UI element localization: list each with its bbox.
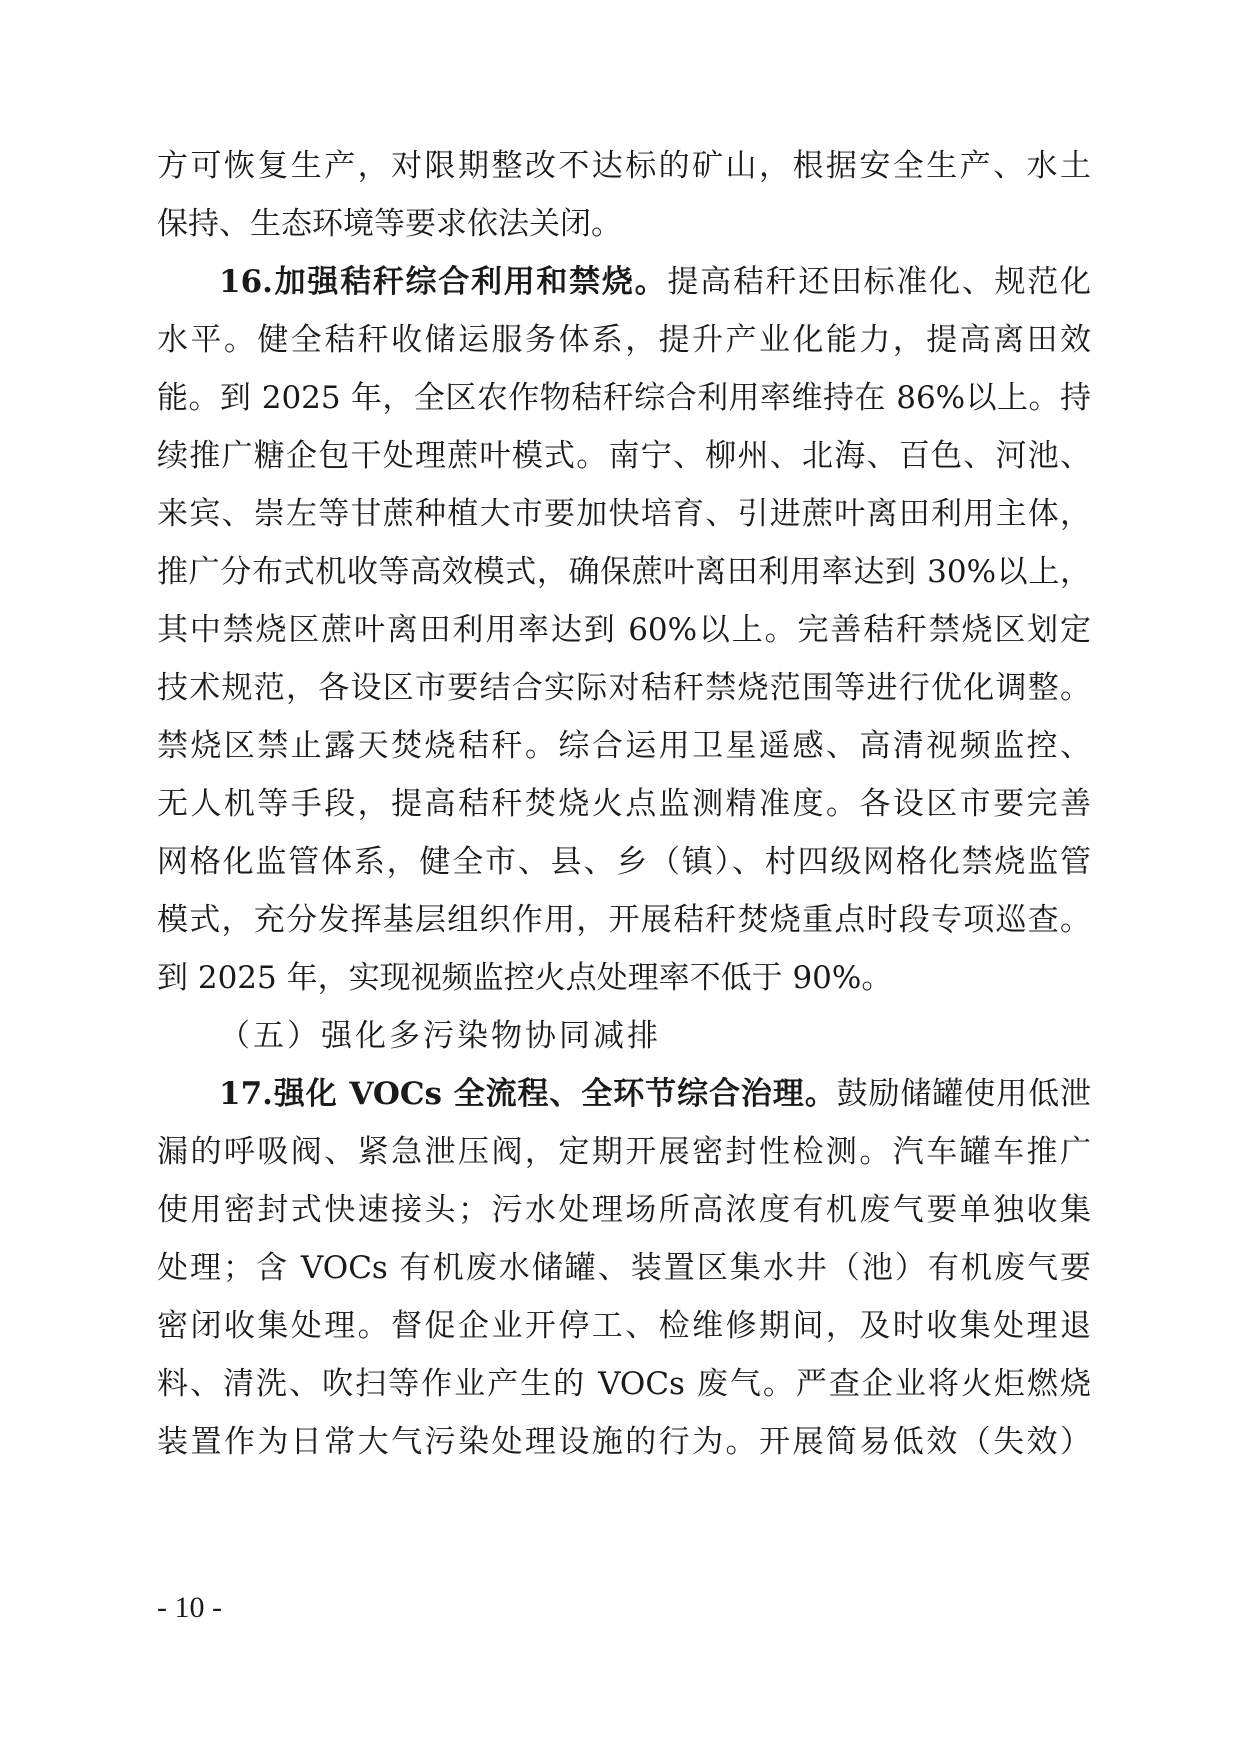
paragraph-line: 密闭收集处理。督促企业开停工、检维修期间，及时收集处理退 [157,1308,1091,1344]
paragraph-line: 水平。健全秸秆收储运服务体系，提升产业化能力，提高离田效 [157,322,1091,358]
paragraph-line: 其中禁烧区蔗叶离田利用率达到 60%以上。完善秸秆禁烧区划定 [157,612,1091,648]
paragraph-line: 无人机等手段，提高秸秆焚烧火点监测精准度。各设区市要完善 [157,786,1091,822]
paragraph-line: 模式，充分发挥基层组织作用，开展秸秆焚烧重点时段专项巡查。 [157,902,1091,938]
paragraph-line: 推广分布式机收等高效模式，确保蔗叶离田利用率达到 30%以上， [157,554,1091,590]
paragraph-line: 17.强化 VOCs 全流程、全环节综合治理。鼓励储罐使用低泄 [219,1076,1091,1112]
page-number: - 10 - [157,1591,222,1624]
paragraph-line: 保持、生态环境等要求依法关闭。 [157,206,622,242]
paragraph-line: 使用密封式快速接头；污水处理场所高浓度有机废气要单独收集 [157,1192,1091,1228]
paragraph-line: 网格化监管体系，健全市、县、乡（镇）、村四级网格化禁烧监管 [157,844,1091,880]
paragraph-line: 来宾、崇左等甘蔗种植大市要加快培育、引进蔗叶离田利用主体， [157,496,1091,532]
paragraph-line: 能。到 2025 年，全区农作物秸秆综合利用率维持在 86%以上。持 [157,380,1091,416]
subsection-heading: （五）强化多污染物协同减排 [219,1018,661,1054]
paragraph-line: 16.加强秸秆综合利用和禁烧。提高秸秆还田标准化、规范化 [219,264,1091,300]
paragraph-line: 技术规范，各设区市要结合实际对秸秆禁烧范围等进行优化调整。 [157,670,1091,706]
section-heading-17: 17.强化 VOCs 全流程、全环节综合治理。 [219,1076,837,1112]
paragraph-line: 续推广糖企包干处理蔗叶模式。南宁、柳州、北海、百色、河池、 [157,438,1091,474]
paragraph-line: 漏的呼吸阀、紧急泄压阀，定期开展密封性检测。汽车罐车推广 [157,1134,1091,1170]
paragraph-line: 处理；含 VOCs 有机废水储罐、装置区集水井（池）有机废气要 [157,1250,1091,1286]
paragraph-line: 到 2025 年，实现视频监控火点处理率不低于 90%。 [157,960,893,996]
section-heading-16: 16.加强秸秆综合利用和禁烧。 [219,264,668,300]
paragraph-line: 装置作为日常大气污染处理设施的行为。开展简易低效（失效） [157,1424,1091,1460]
paragraph-line: 方可恢复生产，对限期整改不达标的矿山，根据安全生产、水土 [157,148,1091,184]
paragraph-line: 禁烧区禁止露天焚烧秸秆。综合运用卫星遥感、高清视频监控、 [157,728,1091,764]
paragraph-line: 料、清洗、吹扫等作业产生的 VOCs 废气。严查企业将火炬燃烧 [157,1366,1091,1402]
